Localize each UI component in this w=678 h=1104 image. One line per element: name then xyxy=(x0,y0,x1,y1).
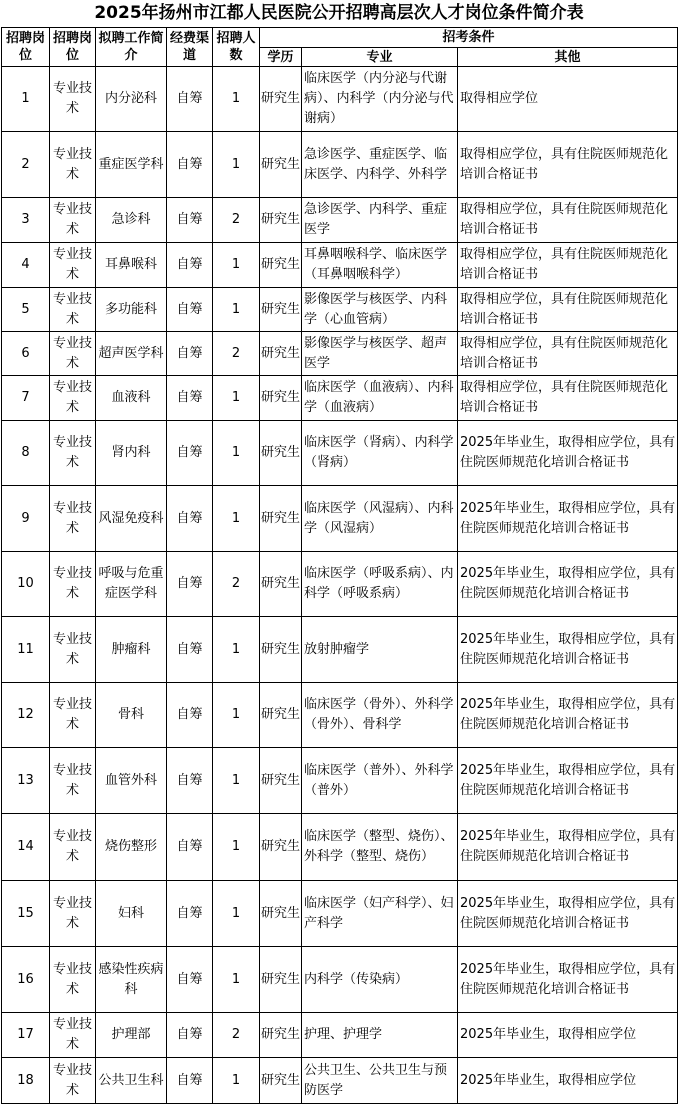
row-other: 2025年毕业生，取得相应学位，具有住院医师规范化培训合格证书 xyxy=(458,552,678,617)
row-number: 11 xyxy=(2,617,50,683)
row-major: 影像医学与核医学、内科学（心血管病） xyxy=(302,288,458,332)
row-major: 临床医学（整型、烧伤）、外科学（整型、烧伤） xyxy=(302,814,458,881)
row-education: 研究生 xyxy=(260,1013,302,1058)
row-category: 专业技术 xyxy=(50,376,96,421)
row-funding: 自筹 xyxy=(167,1058,213,1104)
row-major: 临床医学（普外）、外科学（普外） xyxy=(302,748,458,814)
table-row xyxy=(2,67,678,132)
row-number: 16 xyxy=(2,947,50,1013)
row-funding: 自筹 xyxy=(167,486,213,552)
row-category: 专业技术 xyxy=(50,132,96,198)
row-count: 2 xyxy=(213,552,260,617)
row-category: 专业技术 xyxy=(50,552,96,617)
row-major: 临床医学（肾病）、内科学（肾病） xyxy=(302,421,458,486)
row-category: 专业技术 xyxy=(50,486,96,552)
row-education: 研究生 xyxy=(260,243,302,288)
row-category: 专业技术 xyxy=(50,67,96,132)
table-row xyxy=(2,332,678,376)
row-category: 专业技术 xyxy=(50,1013,96,1058)
row-dept: 内分泌科 xyxy=(96,67,167,132)
table-row xyxy=(2,288,678,332)
page-title: 2025年扬州市江都人民医院公开招聘高层次人才岗位条件简介表 xyxy=(94,3,584,23)
row-dept: 肾内科 xyxy=(96,421,167,486)
row-dept: 肿瘤科 xyxy=(96,617,167,683)
row-category: 专业技术 xyxy=(50,947,96,1013)
row-count: 1 xyxy=(213,1058,260,1104)
row-number: 10 xyxy=(2,552,50,617)
row-education: 研究生 xyxy=(260,376,302,421)
row-funding: 自筹 xyxy=(167,1013,213,1058)
row-funding: 自筹 xyxy=(167,617,213,683)
row-major: 内科学（传染病） xyxy=(302,947,458,1013)
row-funding: 自筹 xyxy=(167,376,213,421)
row-number: 3 xyxy=(2,198,50,243)
row-number: 14 xyxy=(2,814,50,881)
row-count: 1 xyxy=(213,814,260,881)
table-row xyxy=(2,814,678,881)
table-row xyxy=(2,1058,678,1104)
row-number: 4 xyxy=(2,243,50,288)
row-funding: 自筹 xyxy=(167,947,213,1013)
row-dept: 超声医学科 xyxy=(96,332,167,376)
row-funding: 自筹 xyxy=(167,67,213,132)
row-dept: 重症医学科 xyxy=(96,132,167,198)
row-major: 临床医学（骨外）、外科学（骨外）、骨科学 xyxy=(302,683,458,748)
row-major: 公共卫生、公共卫生与预防医学 xyxy=(302,1058,458,1104)
table-row xyxy=(2,486,678,552)
row-education: 研究生 xyxy=(260,748,302,814)
row-major: 临床医学（风湿病）、内科学（风湿病） xyxy=(302,486,458,552)
row-other: 2025年毕业生，取得相应学位，具有住院医师规范化培训合格证书 xyxy=(458,617,678,683)
table-body xyxy=(2,67,678,1104)
row-number: 5 xyxy=(2,288,50,332)
row-funding: 自筹 xyxy=(167,421,213,486)
row-other: 取得相应学位，具有住院医师规范化培训合格证书 xyxy=(458,288,678,332)
row-education: 研究生 xyxy=(260,683,302,748)
row-funding: 自筹 xyxy=(167,198,213,243)
row-count: 2 xyxy=(213,198,260,243)
table-row xyxy=(2,1013,678,1058)
row-number: 6 xyxy=(2,332,50,376)
row-count: 1 xyxy=(213,947,260,1013)
row-other: 2025年毕业生，取得相应学位，具有住院医师规范化培训合格证书 xyxy=(458,421,678,486)
header-funding: 经费渠道 xyxy=(167,28,213,67)
row-other: 取得相应学位，具有住院医师规范化培训合格证书 xyxy=(458,243,678,288)
header-dept: 拟聘工作简介 xyxy=(96,28,167,67)
row-other: 2025年毕业生，取得相应学位，具有住院医师规范化培训合格证书 xyxy=(458,748,678,814)
row-category: 专业技术 xyxy=(50,288,96,332)
row-major: 影像医学与核医学、超声医学 xyxy=(302,332,458,376)
row-funding: 自筹 xyxy=(167,881,213,947)
row-education: 研究生 xyxy=(260,421,302,486)
row-count: 1 xyxy=(213,421,260,486)
header-category: 招聘岗位 xyxy=(50,28,96,67)
row-major: 急诊医学、重症医学、临床医学、内科学、外科学 xyxy=(302,132,458,198)
row-other: 取得相应学位 xyxy=(458,67,678,132)
row-dept: 耳鼻喉科 xyxy=(96,243,167,288)
row-count: 1 xyxy=(213,376,260,421)
row-education: 研究生 xyxy=(260,552,302,617)
row-category: 专业技术 xyxy=(50,617,96,683)
row-number: 8 xyxy=(2,421,50,486)
table-row xyxy=(2,552,678,617)
header-count: 招聘人数 xyxy=(213,28,260,67)
row-category: 专业技术 xyxy=(50,1058,96,1104)
row-education: 研究生 xyxy=(260,486,302,552)
row-dept: 妇科 xyxy=(96,881,167,947)
row-other: 取得相应学位，具有住院医师规范化培训合格证书 xyxy=(458,132,678,198)
row-count: 1 xyxy=(213,748,260,814)
row-education: 研究生 xyxy=(260,947,302,1013)
row-funding: 自筹 xyxy=(167,243,213,288)
row-other: 2025年毕业生，取得相应学位 xyxy=(458,1058,678,1104)
row-other: 取得相应学位，具有住院医师规范化培训合格证书 xyxy=(458,198,678,243)
row-other: 取得相应学位，具有住院医师规范化培训合格证书 xyxy=(458,332,678,376)
row-count: 1 xyxy=(213,67,260,132)
table-row xyxy=(2,881,678,947)
row-education: 研究生 xyxy=(260,288,302,332)
table-row xyxy=(2,421,678,486)
row-funding: 自筹 xyxy=(167,288,213,332)
row-number: 12 xyxy=(2,683,50,748)
row-other: 2025年毕业生，取得相应学位 xyxy=(458,1013,678,1058)
row-category: 专业技术 xyxy=(50,683,96,748)
row-dept: 护理部 xyxy=(96,1013,167,1058)
row-dept: 公共卫生科 xyxy=(96,1058,167,1104)
row-major: 临床医学（呼吸系病）、内科学（呼吸系病） xyxy=(302,552,458,617)
row-category: 专业技术 xyxy=(50,198,96,243)
row-major: 耳鼻咽喉科学、临床医学（耳鼻咽喉科学） xyxy=(302,243,458,288)
row-dept: 感染性疾病科 xyxy=(96,947,167,1013)
row-education: 研究生 xyxy=(260,132,302,198)
row-funding: 自筹 xyxy=(167,332,213,376)
row-count: 1 xyxy=(213,683,260,748)
row-other: 2025年毕业生，取得相应学位，具有住院医师规范化培训合格证书 xyxy=(458,881,678,947)
row-education: 研究生 xyxy=(260,814,302,881)
row-other: 2025年毕业生，取得相应学位，具有住院医师规范化培训合格证书 xyxy=(458,683,678,748)
header-conditions: 招考条件 xyxy=(260,28,678,48)
header-major: 专业 xyxy=(302,48,458,67)
row-number: 18 xyxy=(2,1058,50,1104)
row-education: 研究生 xyxy=(260,67,302,132)
row-major: 急诊医学、内科学、重症医学 xyxy=(302,198,458,243)
row-other: 2025年毕业生，取得相应学位，具有住院医师规范化培训合格证书 xyxy=(458,947,678,1013)
row-dept: 急诊科 xyxy=(96,198,167,243)
row-count: 1 xyxy=(213,288,260,332)
row-dept: 烧伤整形 xyxy=(96,814,167,881)
row-category: 专业技术 xyxy=(50,421,96,486)
row-funding: 自筹 xyxy=(167,132,213,198)
row-major: 放射肿瘤学 xyxy=(302,617,458,683)
row-dept: 多功能科 xyxy=(96,288,167,332)
row-category: 专业技术 xyxy=(50,332,96,376)
row-count: 1 xyxy=(213,617,260,683)
row-dept: 呼吸与危重症医学科 xyxy=(96,552,167,617)
row-education: 研究生 xyxy=(260,617,302,683)
table-row xyxy=(2,947,678,1013)
row-number: 13 xyxy=(2,748,50,814)
row-education: 研究生 xyxy=(260,332,302,376)
header-education: 学历 xyxy=(260,48,302,67)
row-funding: 自筹 xyxy=(167,552,213,617)
row-major: 临床医学（血液病）、内科学（血液病） xyxy=(302,376,458,421)
positions-table xyxy=(1,27,678,1104)
table-row xyxy=(2,132,678,198)
row-number: 2 xyxy=(2,132,50,198)
row-category: 专业技术 xyxy=(50,814,96,881)
row-major: 临床医学（内分泌与代谢病）、内科学（内分泌与代谢病） xyxy=(302,67,458,132)
row-major: 临床医学（妇产科学）、妇产科学 xyxy=(302,881,458,947)
row-count: 2 xyxy=(213,332,260,376)
row-funding: 自筹 xyxy=(167,683,213,748)
row-funding: 自筹 xyxy=(167,814,213,881)
row-count: 1 xyxy=(213,132,260,198)
row-dept: 血液科 xyxy=(96,376,167,421)
row-funding: 自筹 xyxy=(167,748,213,814)
row-count: 2 xyxy=(213,1013,260,1058)
row-count: 1 xyxy=(213,486,260,552)
row-count: 1 xyxy=(213,881,260,947)
table-row xyxy=(2,243,678,288)
row-dept: 风湿免疫科 xyxy=(96,486,167,552)
row-category: 专业技术 xyxy=(50,243,96,288)
row-category: 专业技术 xyxy=(50,748,96,814)
row-count: 1 xyxy=(213,243,260,288)
row-number: 7 xyxy=(2,376,50,421)
table-row xyxy=(2,198,678,243)
row-other: 取得相应学位，具有住院医师规范化培训合格证书 xyxy=(458,376,678,421)
header-other: 其他 xyxy=(458,48,678,67)
row-dept: 血管外科 xyxy=(96,748,167,814)
row-category: 专业技术 xyxy=(50,881,96,947)
table-row xyxy=(2,376,678,421)
row-education: 研究生 xyxy=(260,1058,302,1104)
table-row xyxy=(2,617,678,683)
row-education: 研究生 xyxy=(260,881,302,947)
row-number: 15 xyxy=(2,881,50,947)
row-other: 2025年毕业生，取得相应学位，具有住院医师规范化培训合格证书 xyxy=(458,814,678,881)
row-other: 2025年毕业生，取得相应学位，具有住院医师规范化培训合格证书 xyxy=(458,486,678,552)
row-number: 17 xyxy=(2,1013,50,1058)
row-dept: 骨科 xyxy=(96,683,167,748)
row-education: 研究生 xyxy=(260,198,302,243)
table-row xyxy=(2,748,678,814)
row-number: 9 xyxy=(2,486,50,552)
header-seq: 招聘岗位 xyxy=(2,28,50,67)
row-major: 护理、护理学 xyxy=(302,1013,458,1058)
table-row xyxy=(2,683,678,748)
row-number: 1 xyxy=(2,67,50,132)
